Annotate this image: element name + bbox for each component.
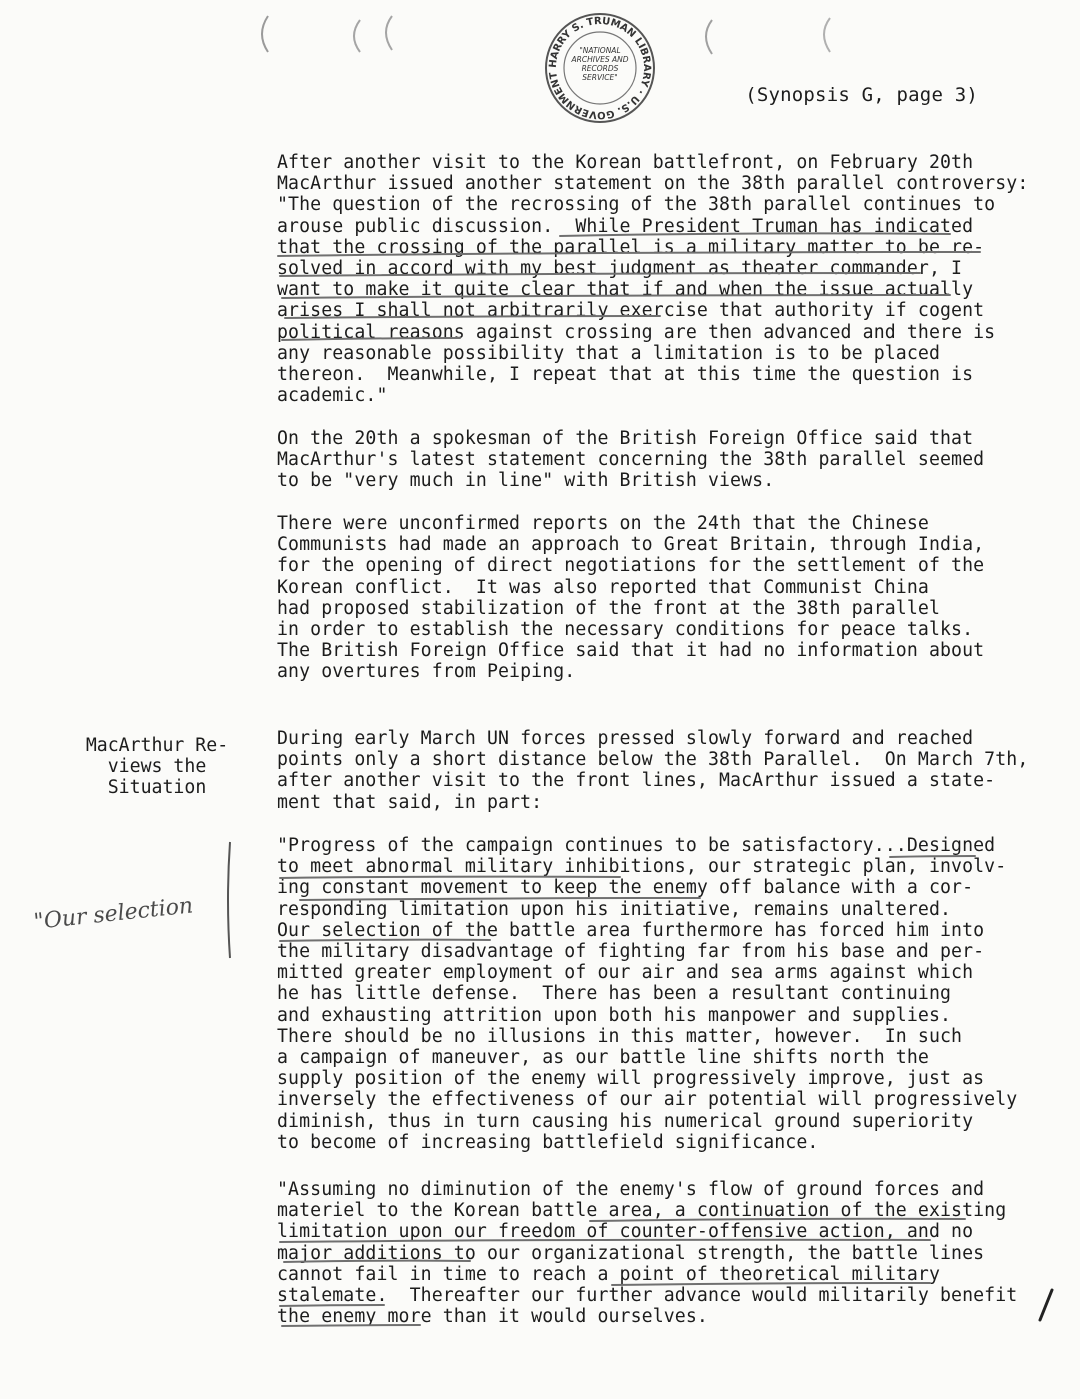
paragraph-3: There were unconfirmed reports on the 24th that the Chinese Communists had made an approach to Great Britain, through India, for the opening of direct negotiations for the settlement of the Korean conflict. It was also reported that Communist China had proposed stabilization of the front at the 38th parallel in order to establish the necessary conditions for peace talks. The British Foreign Office said that it had no information about any overtures from Peiping.	[277, 513, 985, 683]
page-label: (Synopsis G, page 3)	[745, 84, 978, 106]
paragraph-5-quote: "Progress of the campaign continues to be satisfactory...Designed to meet abnormal military inhibitions, our strategic plan, involv- ing constant movement to keep the enemy off balance with a cor- responding limitation upon his initiative, remains unaltered. Our selection of the battle area furthermore has forced him into the military disadvantage of fighting far from his base and per- mitted greater employment of our air and sea arms against which he has little defense. There has been a resultant continuing and exhausting attrition upon both his manpower and supplies. There should be no illusions in this matter, however. In such a campaign of maneuver, as our battle line shifts north the supply position of the enemy will progressively improve, just as inversely the effectiveness of our air potential will progressively diminish, thus in turn causing his numerical ground superiority to become of increasing battlefield significance.	[277, 835, 1018, 1153]
top-edge-marks	[0, 6, 1080, 56]
side-heading: MacArthur Re- views the Situation	[85, 735, 229, 799]
archives-stamp	[542, 10, 658, 126]
margin-bracket-mark	[222, 840, 236, 960]
margin-note-text: "Our selection	[32, 893, 195, 935]
paragraph-1: After another visit to the Korean battlefront, on February 20th MacArthur issued another statement on the 38th parallel controversy: "The question of the recrossing of the 38th parallel continues to arouse public discussion. While President Truman has indicated that the crossing of the parallel is a military matter to be re- solved in accord with my best judgment as theater commander, I want to make it quite clear that if and when the issue actually arises I shall not arbitrarily exercise that authority if cogent political reasons against crossing are then advanced and there is any reasonable possibility that a limitation is to be placed thereon. Meanwhile, I repeat that at this time the question is academic."	[277, 152, 1029, 407]
handwritten-margin-note	[14, 884, 224, 964]
paragraph-2: On the 20th a spokesman of the British Foreign Office said that MacArthur's latest statement concerning the 38th parallel seemed to be "very much in line" with British views.	[277, 428, 985, 492]
stamp-seal-icon	[542, 10, 658, 126]
stamp-ring-text: HARRY S. TRUMAN LIBRARY · U.S. GOVERNMENT	[547, 15, 653, 121]
stamp-center-text: "NATIONAL ARCHIVES AND RECORDS SERVICE"	[571, 46, 629, 82]
paragraph-4: During early March UN forces pressed slowly forward and reached points only a short distance below the 38th Parallel. On March 7th, after another visit to the front lines, MacArthur issued a state- ment that said, in part:	[277, 728, 1029, 813]
paragraph-6-quote: "Assuming no diminution of the enemy's flow of ground forces and materiel to the Korean battle area, a continuation of the existing limitation upon our freedom of counter-offensive action, and no major additions to our organizational strength, the battle lines cannot fail in time to reach a point of theoretical military stalemate. Thereafter our further advance would militarily benefit the enemy more than it would ourselves.	[277, 1179, 1018, 1328]
pen-tick-mark	[1030, 1286, 1060, 1326]
